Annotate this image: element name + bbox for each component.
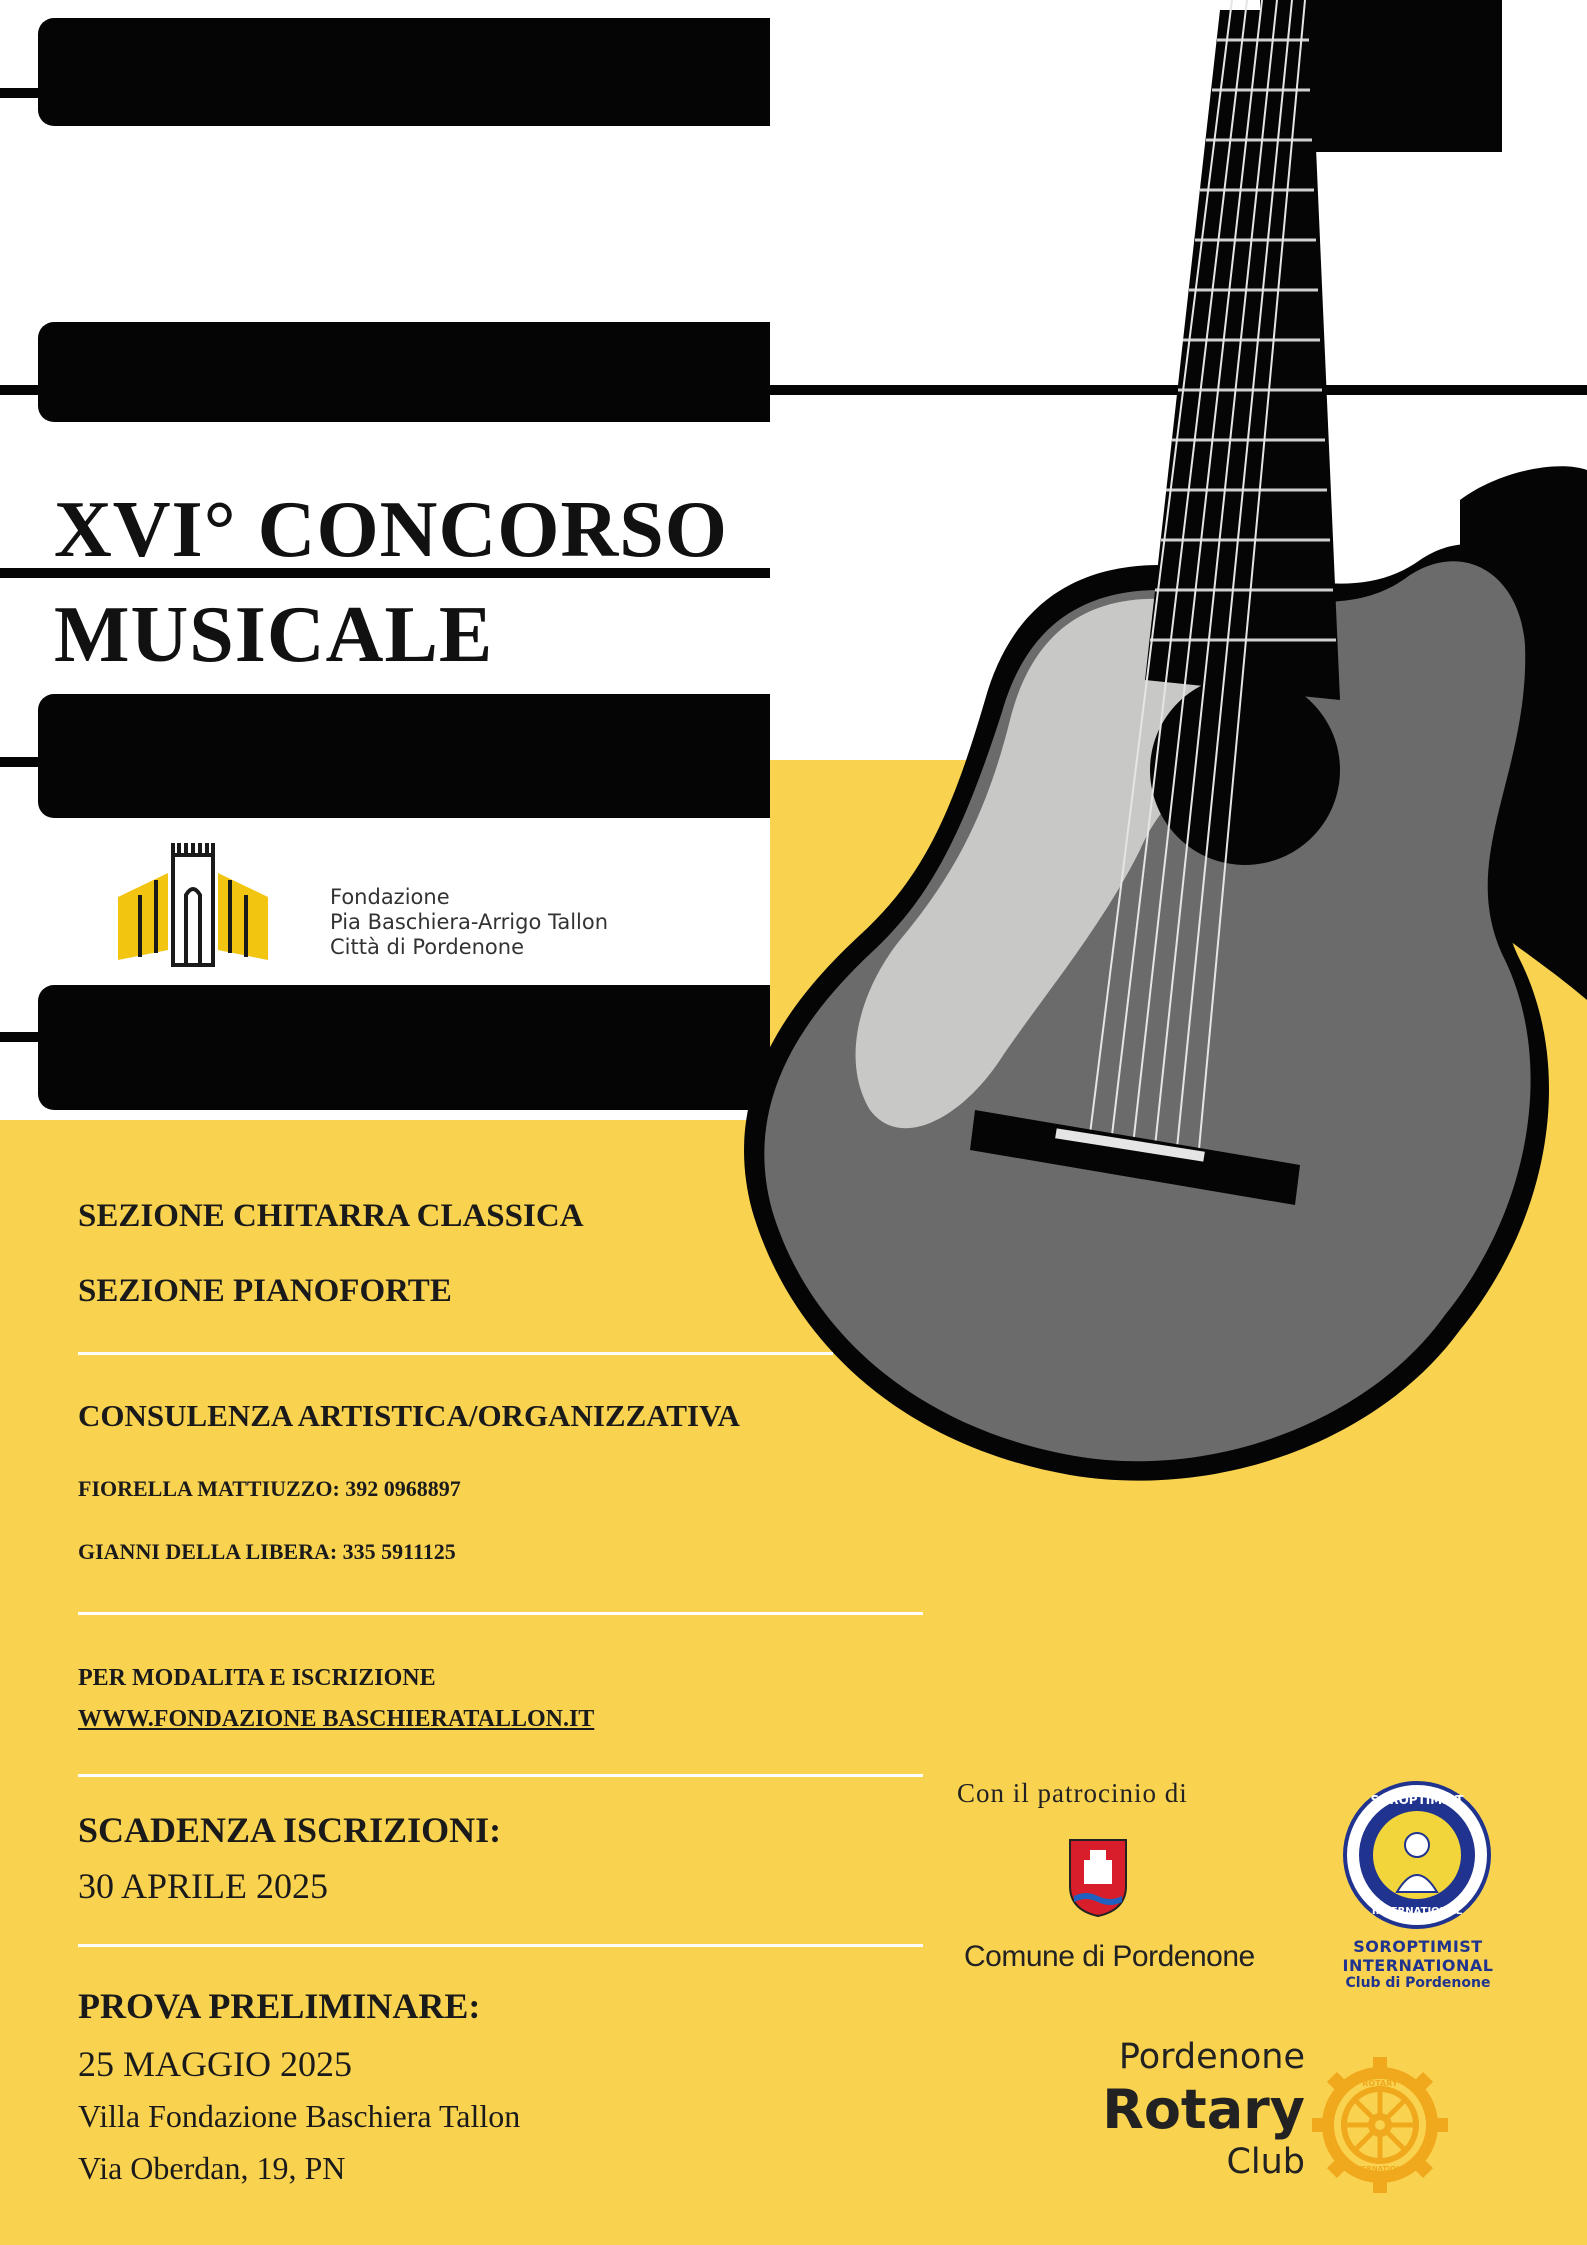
foundation-name <box>330 885 608 960</box>
rotary-name <box>1070 2035 1305 2183</box>
foundation-line-2: Pia Baschiera-Arrigo Tallon <box>330 910 609 934</box>
comune-shield-icon <box>1068 1838 1128 1918</box>
divider <box>78 1612 923 1615</box>
divider <box>78 1774 923 1777</box>
piano-black-key <box>38 985 770 1110</box>
rotary-wheel-icon <box>1310 2055 1450 2195</box>
consulting-heading: CONSULENZA ARTISTICA/ORGANIZZATIVA <box>78 1398 740 1433</box>
svg-text:INTERNATIONAL: INTERNATIONAL <box>1371 1906 1463 1917</box>
registration-link[interactable]: WWW.FONDAZIONE BASCHIERATALLON.IT <box>78 1706 595 1732</box>
title-line-2: MUSICALE <box>54 591 494 679</box>
piano-black-key <box>38 18 770 126</box>
preliminary-address: Via Oberdan, 19, PN <box>78 2150 346 2186</box>
soroptimist-line-1: SOROPTIMIST INTERNATIONAL <box>1342 1937 1494 1975</box>
piano-black-key <box>38 694 770 818</box>
rotary-line-3: Club <box>1226 2142 1305 2182</box>
deadline-date: 30 APRILE 2025 <box>78 1866 329 1906</box>
foundation-line-3: Città di Pordenone <box>330 935 525 959</box>
page-title <box>54 478 728 688</box>
soroptimist-name <box>1280 1937 1556 1991</box>
svg-text:ROTARY: ROTARY <box>1362 2079 1398 2088</box>
section-piano: SEZIONE PIANOFORTE <box>78 1273 452 1309</box>
guitar-fretboard <box>1145 10 1340 700</box>
registration-label: PER MODALITA E ISCRIZIONE <box>78 1665 436 1691</box>
comune-name: Comune di Pordenone <box>964 1940 1255 1973</box>
patronage-heading: Con il patrocinio di <box>957 1778 1188 1808</box>
guitar-illustration <box>740 0 1587 1500</box>
piano-black-key <box>38 322 770 422</box>
foundation-logo <box>118 835 268 970</box>
rotary-line-1: Pordenone <box>1118 2037 1305 2077</box>
contact-mattiuzzo: FIORELLA MATTIUZZO: 392 0968897 <box>78 1476 461 1501</box>
contact-della-libera: GIANNI DELLA LIBERA: 335 5911125 <box>78 1539 456 1564</box>
preliminary-label: PROVA PRELIMINARE: <box>78 1986 481 2026</box>
soroptimist-line-2: Club di Pordenone <box>1345 1975 1491 1991</box>
section-guitar: SEZIONE CHITARRA CLASSICA <box>78 1198 584 1234</box>
deadline-label: SCADENZA ISCRIZIONI: <box>78 1810 502 1850</box>
svg-text:INTERNATIONAL: INTERNATIONAL <box>1348 2165 1412 2173</box>
divider <box>78 1944 923 1947</box>
preliminary-venue: Villa Fondazione Baschiera Tallon <box>78 2098 521 2134</box>
divider <box>78 1352 833 1355</box>
title-line-1: XVI° CONCORSO <box>54 486 728 574</box>
foundation-line-1: Fondazione <box>330 885 450 909</box>
rotary-line-2: Rotary <box>1102 2078 1305 2141</box>
guitar-soundhole <box>1150 675 1340 865</box>
soroptimist-logo <box>1342 1780 1492 1930</box>
preliminary-date: 25 MAGGIO 2025 <box>78 2044 352 2084</box>
svg-text:SOROPTIMIST: SOROPTIMIST <box>1370 1793 1464 1807</box>
